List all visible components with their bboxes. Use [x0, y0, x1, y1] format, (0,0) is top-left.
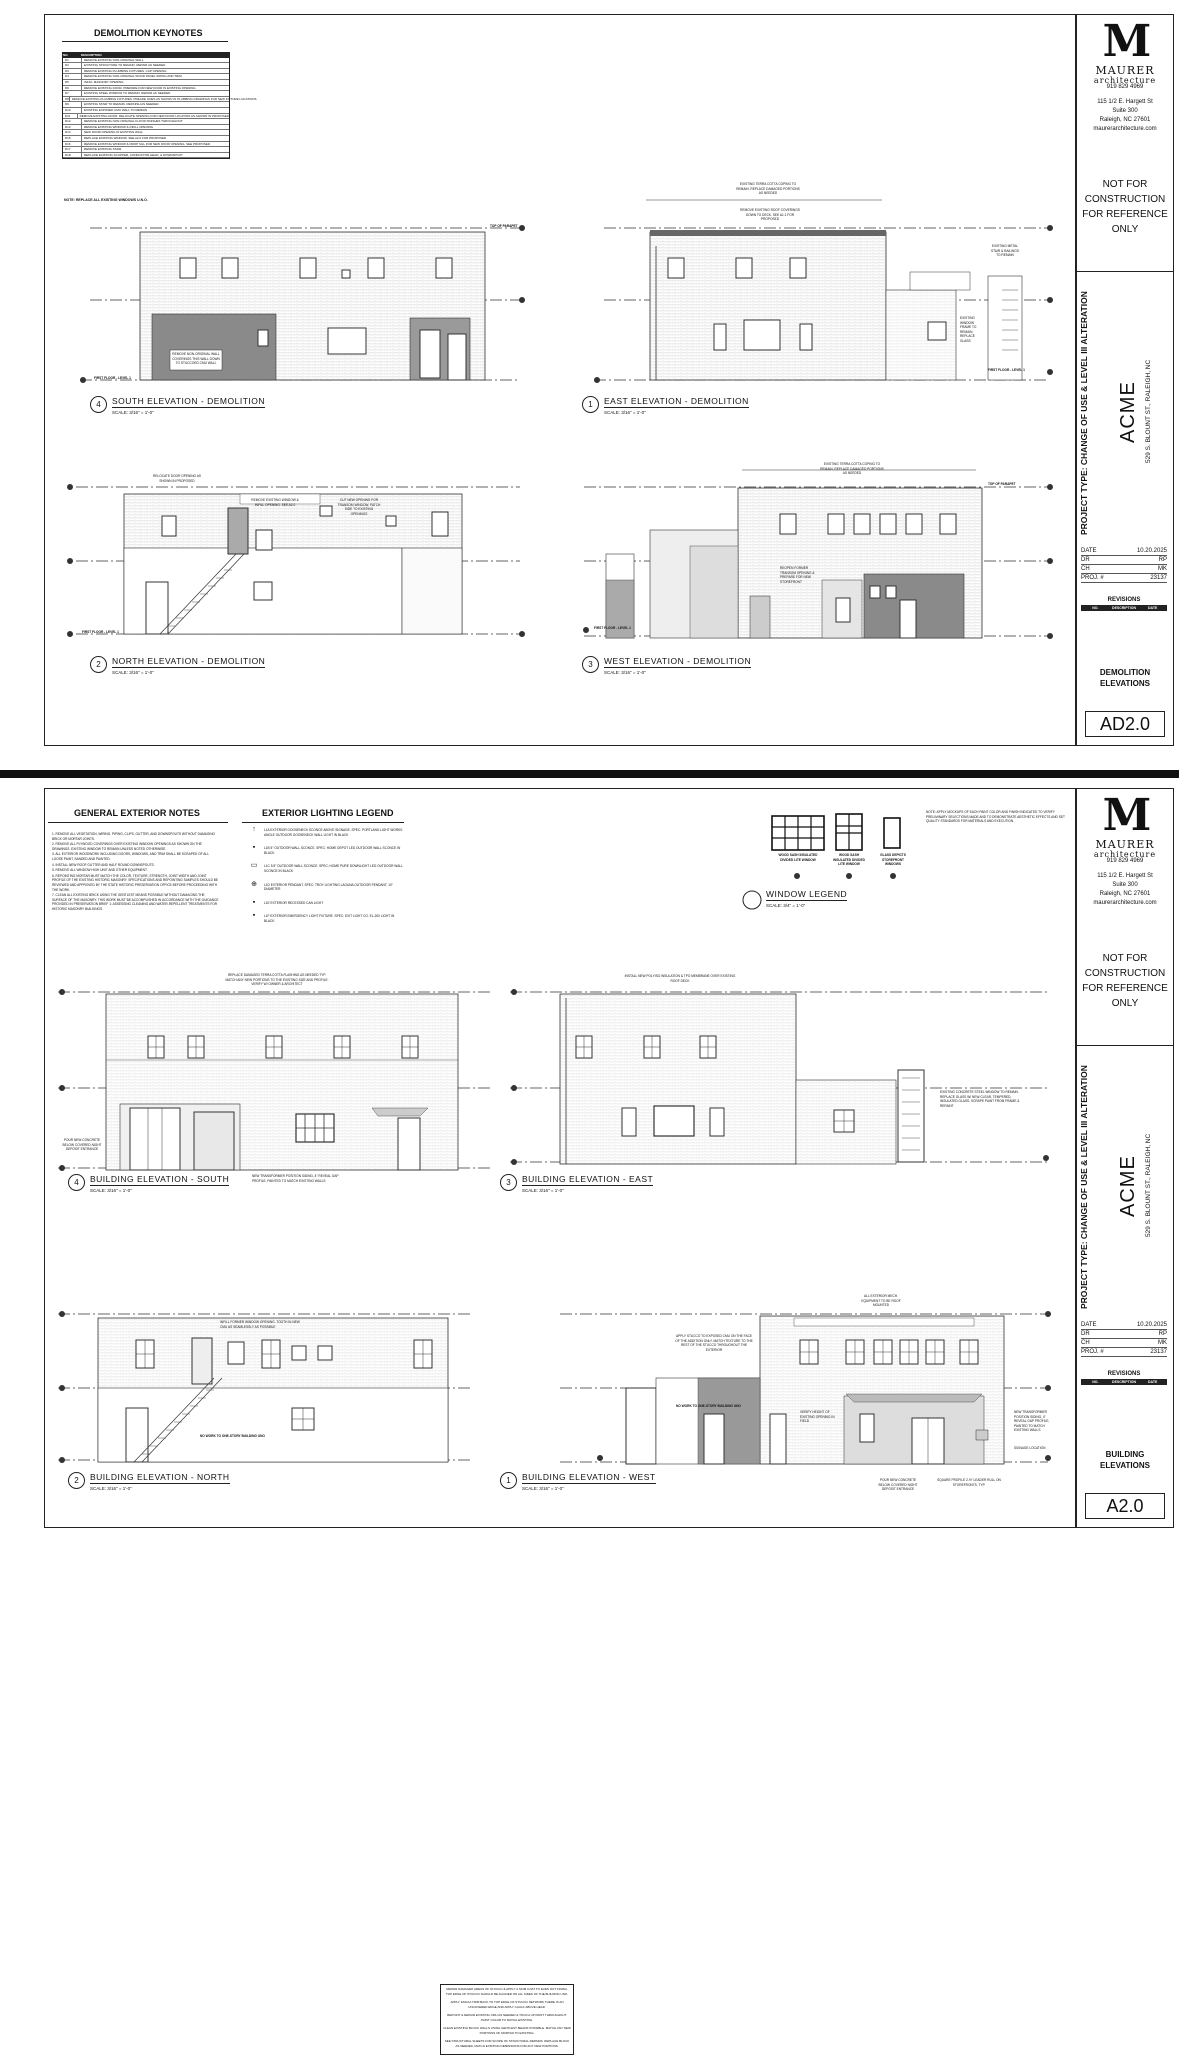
label-south — [68, 1174, 229, 1193]
west-elevation-demo — [583, 470, 1053, 639]
keynote-id: D5 — [63, 80, 82, 85]
keynote-desc: INFILL MASONRY OPENING — [84, 79, 124, 84]
keynote-id: D7 — [63, 91, 82, 96]
keynote-desc: REMOVE EXISTING STAIR — [84, 147, 122, 152]
keynote-desc: REMOVE EXISTING PLUMBING FIXTURES. PREADE LINES AS SHOWN IN PLUMBING DRAWINGS FOR NEW FIXTURE LOCATIONS — [71, 96, 257, 101]
label-east-demo — [582, 396, 749, 415]
addr-line2: Suite 300 — [1112, 108, 1138, 114]
rev-col: NO. — [1092, 606, 1099, 610]
label-window-legend — [744, 889, 847, 908]
label-title: BUILDING ELEVATION - EAST — [522, 1174, 654, 1184]
keynote-id: D15 — [63, 136, 82, 141]
project-info — [1079, 1067, 1171, 1317]
window-type-1: WOOD SASH INSULATED DIVIDED LITE WINDOW — [778, 853, 818, 862]
label-west-demo — [582, 656, 751, 675]
keynote-id: D2 — [63, 63, 82, 68]
sheet-name — [1077, 667, 1173, 689]
keynote-desc: REMOVE EXISTING DOOR. RELOCATE OPENING FOR NEW DOOR LOCATION AS SHOWN IN PROPOSED — [79, 113, 229, 118]
callout-west-transformer: NEW TRANSFORMER POSITION SIDING, 4" REVEAL GAP PROFILE, PAINTED TO MATCH EXISTING WALLS — [1014, 1410, 1050, 1432]
demolition-drawings — [0, 0, 1179, 770]
firm-name: MAURER — [1095, 838, 1155, 851]
light-fixture-icon: ▪ — [252, 912, 256, 920]
label-number: 1 — [500, 1472, 517, 1489]
info-label: DATE — [1081, 548, 1097, 554]
keynote-id: D12 — [63, 119, 82, 124]
stamp-line: ONLY — [1111, 998, 1139, 1009]
sheet-number: A2.0 — [1085, 1493, 1165, 1519]
repair-note: SEE STRUCTURAL SHEETS FOR SCOPE OF STRUCTURAL REPAIRS. REPLACE BLOCK AS NEEDED, MATCH EXISTING DIMENSIONS FOR ANY NEW PORTIONS. — [444, 2039, 570, 2048]
lighting-legend-title: EXTERIOR LIGHTING LEGEND — [262, 808, 394, 818]
sheet-name-line: DEMOLITION — [1099, 668, 1151, 677]
level-first-west: FIRST FLOOR - LEVEL 1 — [594, 626, 631, 630]
firm-web: maurerarchitecture.com — [1093, 126, 1157, 132]
stamp-line: CONSTRUCTION — [1084, 194, 1166, 205]
info-label: PROJ. # — [1081, 1349, 1104, 1355]
title-block — [1076, 14, 1174, 746]
stamp-line: FOR REFERENCE — [1082, 209, 1168, 220]
callout-north-door: RELOCATE DOOR OPENING AS SHOWN IN PROPOSED — [153, 474, 201, 483]
callout-west-square-profile: SQUARE PROFILE 2-½" LEADER RULL ON STOREFRONTS, TYP. — [937, 1478, 1001, 1487]
firm-sub: architecture — [1093, 850, 1157, 859]
rev-col: DATE — [1148, 1380, 1158, 1384]
light-fixture-icon: ▪ — [252, 844, 256, 852]
logo-mark: M — [1102, 790, 1148, 841]
stamp-line: NOT FOR — [1102, 179, 1148, 190]
info-label: DATE — [1081, 1322, 1097, 1328]
window-type-3: GLASS DEPICTS STOREFRONT WINDOWS — [880, 853, 906, 866]
label-title: WEST ELEVATION - DEMOLITION — [604, 656, 752, 666]
keynote-id: D14 — [63, 130, 82, 135]
rev-col: NO. — [1092, 1380, 1099, 1384]
firm-logo — [1077, 790, 1173, 860]
sheet-name-line: ELEVATIONS — [1100, 1461, 1150, 1470]
label-west — [500, 1472, 656, 1491]
info-label: CH — [1081, 1340, 1090, 1346]
keynote-desc: REMOVE EXISTING PLUMBING FIXTURES. CAP OPENING — [84, 68, 167, 73]
label-title: SOUTH ELEVATION - DEMOLITION — [112, 396, 266, 406]
info-label: PROJ. # — [1081, 575, 1104, 581]
level-top-west: TOP OF PARAPET — [988, 482, 1016, 486]
callout-south-transformer: NEW TRANSFORMER POSITION SIDING, 4" REVEAL GAP PROFILE, PAINTED TO MATCH EXISTING WALLS — [252, 1174, 339, 1183]
keynote-id: D1 — [63, 58, 82, 63]
keynote-id: D6 — [63, 86, 82, 91]
not-for-construction-stamp — [1077, 951, 1173, 1046]
firm-sub: architecture — [1093, 76, 1157, 85]
callout-west-verify: VERIFY HEIGHT OF EXISTING OPENING IN FIELD — [800, 1410, 835, 1423]
revisions-title: REVISIONS — [1107, 1371, 1141, 1377]
callout-south-flashing: REPLACE DAMAGED TERRA COTTA FLASHING AS NEEDED TYP. MATCH ANY NEW PORTIONS TO THE EXISTING SIZE AND PROFILE. VERIFY W/ OWNER & ARCHITECT — [225, 973, 329, 986]
general-notes-title: GENERAL EXTERIOR NOTES — [74, 808, 200, 818]
stamp-line: FOR REFERENCE — [1082, 983, 1168, 994]
light-fixture-icon: ↑ — [252, 826, 256, 833]
keynote-id: D17 — [63, 147, 82, 152]
project-type: PROJECT TYPE: CHANGE OF USE & LEVEL III ALTERATION — [1079, 291, 1089, 535]
callout-west-coping: EXISTING TERRA COTTA COPING TO REMAIN. REPLACE DAMAGED PORTIONS AS NEEDED — [820, 462, 884, 475]
info-drawn: RP — [1158, 557, 1167, 563]
callout-north-infill: INFILL FORMER WINDOW OPENING. TOOTH IN NEW CMU AS SEAMLESSLY AS POSSIBLE — [220, 1320, 300, 1329]
label-title: WINDOW LEGEND — [766, 889, 848, 899]
level-first-south: FIRST FLOOR - LEVEL 1 — [94, 376, 131, 380]
stamp-line: NOT FOR — [1102, 953, 1148, 964]
addr-line1: 115 1/2 E. Hargett St — [1097, 873, 1153, 879]
logo-mark: M — [1102, 16, 1148, 67]
info-label: DR — [1081, 557, 1090, 563]
label-scale: SCALE: 3/4" = 1'-0" — [766, 903, 806, 908]
rev-col: DESCRIPTION — [1112, 1380, 1136, 1384]
callout-west-signage: SIGNAGE LOCATION — [1014, 1446, 1046, 1450]
general-note: 5. REMOVE ALL WINDOW HIGH UNIT AND OTHER EQUIPMENT. — [52, 868, 148, 873]
keynote-desc: EXISTING STEEL WINDOW TO REMAIN. REPAIR AS NEEDED — [84, 91, 171, 96]
info-label: DR — [1081, 1331, 1090, 1337]
south-elevation — [58, 989, 490, 1171]
label-number: 1 — [582, 396, 599, 413]
addr-line2: Suite 300 — [1112, 882, 1138, 888]
info-proj: 23137 — [1150, 1349, 1167, 1355]
east-elevation — [510, 989, 1049, 1165]
firm-phone: 919 829 4969 — [1106, 84, 1144, 90]
east-elevation-demo — [594, 200, 1053, 383]
repair-note: REPAIR DAMAGED AREAS OF STUCCO & APPLY A SKIM COAT TO EVEN OUT FINISH. TOP EDGE OF STUCCO SHOULD BE ALIGNED ON ALL SIDES OF THE BUILDING UNO. — [445, 1987, 569, 1996]
callout-east-window: EXISTING CONCRETE STEEL WINDOW TO REMAIN. REPLACE GLASS W/ NEW CLEAR, TEMPERED, INSULATED GLASS. SCRAPE PAINT FROM FRAME & REPAINT — [940, 1090, 1020, 1108]
callout-west-concrete: POUR NEW CONCRETE BELOW COVERED NIGHT DEPOSIT ENTRANCE — [878, 1478, 918, 1491]
info-checked: MK — [1158, 566, 1167, 572]
label-scale: SCALE: 3/16" = 1'-0" — [90, 1188, 132, 1193]
level-first-east: FIRST FLOOR - LEVEL 1 — [988, 368, 1025, 372]
north-elevation — [58, 1311, 470, 1463]
rev-col: DESCRIPTION — [1112, 606, 1136, 610]
project-info — [1079, 293, 1171, 543]
addr-line1: 115 1/2 E. Hargett St — [1097, 99, 1153, 105]
keynote-desc: REMOVE EXISTING WINDOW & DROP SILL FOR NEW DOOR OPENING. SEE PROPOSED — [84, 141, 211, 146]
general-note: 7. CLEAN ALL EXISTING BRICK USING THE GENTLEST MEANS POSSIBLE WITHOUT DAMAGING THE SURFACE OF THE MASONRY. THIS WORK MUST BE ACCOMPLISHED IN ACCORDANCE WITH THE GUIDANCE PROVIDED IN PRESERVATION BRIEF 1: ASSESSING CLEANING AND WATER-REPELLENT TREATMENTS FOR HISTORIC MASONRY BUILDINGS. — [52, 893, 219, 911]
project-type: PROJECT TYPE: CHANGE OF USE & LEVEL III ALTERATION — [1079, 1065, 1089, 1309]
sheet-divider — [0, 770, 1179, 778]
info-date: 10.20.2025 — [1136, 548, 1167, 554]
keynotes-col-desc: DESCRIPTION — [81, 53, 102, 57]
label-scale: SCALE: 3/16" = 1'-0" — [112, 670, 154, 675]
callout-north-window: REMOVE EXISTING WINDOW & INFILL OPENING. SEE A2.0 — [251, 498, 299, 507]
keynote-desc: REMOVE EXISTING NON-ORIGINAL WALL — [84, 57, 144, 62]
repair-note: CLEAN EXISTING BLOCK WALLS USING GENTLEST MEANS POSSIBLE. MATCH ANY NEW PORTIONS OF MORTAR TO EXISTING. — [443, 2026, 571, 2035]
keynote-desc: EXISTING STRUCTURE TO REMAIN. REPAIR AS NEEDED — [84, 63, 166, 68]
keynote-id: D18 — [63, 153, 82, 158]
callout-east-window: EXISTING WINDOW FRAME TO REMAIN. REPLACE GLASS — [960, 316, 977, 343]
sheet-name-line: ELEVATIONS — [1100, 679, 1150, 688]
sheet-number: AD2.0 — [1085, 711, 1165, 737]
info-drawn: RP — [1158, 1331, 1167, 1337]
addr-line3: Raleigh, NC 27601 — [1099, 117, 1151, 123]
project-name: ACME — [1117, 381, 1139, 443]
general-note: 3. ALL EXTERIOR WOODWORK INCLUDING DOORS, WINDOWS, AND TRIM SHALL BE SCRAPED OF ALL LOOSE PAINT, SANDED AND PAINTED. — [52, 852, 209, 861]
label-title: BUILDING ELEVATION - WEST — [522, 1472, 656, 1482]
keynote-desc: NEW DOOR OPENING IN EXISTING WALL — [84, 130, 144, 135]
info-checked: MK — [1158, 1340, 1167, 1346]
keynote-desc: EXISTING EXPOSED CMU WALL TO REMAIN — [84, 107, 148, 112]
project-name: ACME — [1117, 1155, 1139, 1217]
level-first-north: FIRST FLOOR - LEVEL 1 — [82, 630, 119, 634]
keynote-id: D9 — [63, 102, 82, 107]
light-fixture-desc: L1C 5.5" OUTDOOR WALL SCONCE. SPEC: HOME PURE DOWNLIGHT LED OUTDOOR WALL SCONCE IN BLACK — [264, 864, 403, 873]
stamp-line: CONSTRUCTION — [1084, 968, 1166, 979]
keynote-id: D16 — [63, 142, 82, 147]
firm-phone: 919 829 4969 — [1106, 858, 1144, 864]
label-scale: SCALE: 3/16" = 1'-0" — [604, 410, 646, 415]
general-note: 2. REMOVE ALL PLYWOOD COVERINGS OVER EXISTING WINDOW OPENINGS AS SHOWN ON THE DRAWINGS. EXISTING WINDOW TO REMAIN UNLESS NOTED OTHERWISE. — [52, 842, 202, 851]
firm-web: maurerarchitecture.com — [1093, 900, 1157, 906]
label-scale: SCALE: 3/16" = 1'-0" — [90, 1486, 132, 1491]
mockup-note: NOTE: APPLY MOCKUPS OF EACH PAINT COLOR AND FINISH INDICATED TO VERIFY PRELIMINARY SELECTIONS MADE AND TO DEMONSTRATE AESTHETIC EFFECTS AND SET QUALITY STANDARDS FOR MATERIALS AND EXECUTION. — [926, 810, 1065, 824]
callout-south-concrete: POUR NEW CONCRETE BELOW COVERED NIGHT DEPOSIT ENTRANCE — [62, 1138, 102, 1151]
light-fixture-desc: L1D EXTERIOR PENDANT. SPEC: TROY LIGHTING LAGUNA OUTDOOR PENDANT, 10" DIAMETER — [264, 882, 393, 892]
label-south-demo — [90, 396, 265, 415]
callout-east-stair: EXISTING METAL STAIR & RAILINGS TO REMAIN — [991, 244, 1019, 257]
exterior-repair-notes-box — [440, 1984, 574, 2055]
light-fixture-desc: L1F EXTERIOR EMERGENCY LIGHT FIXTURE. SPEC: EXIT LIGHT CO. EL-200 LIGHT IN BLACK — [264, 914, 395, 923]
callout-south-wall: REMOVE NON-ORIGINAL WALL COVERINGS THIS WALL DOWN TO STUCCOED CMU WALL — [172, 352, 220, 365]
south-elevation-demo — [80, 225, 525, 383]
keynote-desc: REPLACE EXISTING SCUPPER, CONDUCTOR HEAD, & DOWNSPOUT — [84, 152, 183, 157]
keynote-desc: REPLACE EXISTING WINDOW. SEE A2.0 FOR PROPOSED — [84, 135, 167, 140]
label-number: 4 — [68, 1174, 85, 1191]
repair-note: REPOINT & REPAIR EXISTING CMU AS NEEDED & TOUCH UP PAINT THROUGHOUT. PAINT COLOR TO MATCH EXISTING. — [447, 2013, 567, 2022]
drawing-info — [1081, 1321, 1167, 1357]
general-note: 6. REPOINTING MORTAR MUST MATCH THE COLOR, TEXTURE, STRENGTH, JOINT WIDTH AND JOINT PROFILE OF THE EXISTING HISTORIC MASONRY. SPECIFICATIONS AND REPOINTING SAMPLES SHOULD BE REVIEWED AND APPROVED BY THE STATE HISTORIC PRESERVATION OFFICE BEFORE PROCEEDING WITH THE WORK. — [52, 873, 219, 892]
label-scale: SCALE: 3/16" = 1'-0" — [522, 1188, 564, 1193]
stamp-line: ONLY — [1111, 224, 1139, 235]
light-fixture-icon: ▪ — [252, 898, 256, 906]
callout-west-nowork: NO WORK TO ONE-STORY BUILDING UNO — [676, 1404, 741, 1408]
sheet-name — [1077, 1449, 1173, 1471]
info-date: 10.20.2025 — [1136, 1322, 1167, 1328]
rev-col: DATE — [1148, 606, 1158, 610]
label-title: EAST ELEVATION - DEMOLITION — [604, 396, 749, 406]
label-scale: SCALE: 3/16" = 1'-0" — [522, 1486, 564, 1491]
building-drawings — [0, 778, 1179, 1547]
label-title: BUILDING ELEVATION - SOUTH — [90, 1174, 230, 1184]
project-address: 529 S. BLOUNT ST., RALEIGH, NC — [1145, 1133, 1152, 1237]
callout-east-coping: EXISTING TERRA COTTA COPING TO REMAIN. REPLACE DAMAGED PORTIONS AS NEEDED — [736, 182, 800, 195]
label-scale: SCALE: 3/16" = 1'-0" — [604, 670, 646, 675]
not-for-construction-stamp — [1077, 177, 1173, 272]
label-number: 3 — [500, 1174, 517, 1191]
callout-north-cut: CUT NEW OPENING FOR TRANSOM WINDOW. PATCH SIDE TO EXISTING OPENINGS — [337, 498, 381, 516]
sheet-name-line: BUILDING — [1105, 1450, 1145, 1459]
callout-east-roof: INSTALL NEW POLYISO INSULATION & TPO MEMBRANE OVER EXISTING ROOF DECK — [624, 974, 736, 983]
keynotes-title: DEMOLITION KEYNOTES — [94, 28, 203, 38]
info-proj: 23137 — [1150, 575, 1167, 581]
addr-line3: Raleigh, NC 27601 — [1099, 891, 1151, 897]
project-address: 529 S. BLOUNT ST., RALEIGH, NC — [1145, 359, 1152, 463]
keynote-id: D4 — [63, 74, 82, 79]
callout-east-roof: REMOVE EXISTING ROOF COVERINGS DOWN TO DECK. SEE A1.1 FOR PROPOSED — [740, 208, 800, 221]
sheet-building-elevations — [0, 778, 1179, 2048]
sheet-demolition-elevations — [0, 0, 1179, 770]
keynotes-note: NOTE: REPLACE ALL EXISTING WINDOWS U.N.O. — [64, 198, 148, 202]
title-block — [1076, 788, 1174, 1528]
keynote-desc: REMOVE EXISTING WINDOW & INFILL OPENING — [84, 124, 154, 129]
callout-north-nowork: NO WORK TO ONE-STORY BUILDING UNO — [200, 1434, 265, 1438]
light-fixture-desc: L1A EXTERIOR GOOSENECK SCONCE ABOVE SIGNAGE. SPEC: PORTLAND LIGHT WORKS ANGLE OUTDOOR GOOSENECK WALL LIGHT IN BLACK — [264, 828, 403, 837]
light-fixture-icon: ▭ — [250, 862, 258, 870]
light-fixture-desc: L1E EXTERIOR RECESSED CAN LIGHT — [264, 900, 324, 905]
revisions-table — [1081, 1371, 1167, 1385]
firm-name: MAURER — [1095, 64, 1155, 77]
keynote-desc: REMOVE EXISTING DOOR. PREPARE FOR NEW DOOR IN EXISTING OPENING — [84, 85, 196, 90]
label-title: NORTH ELEVATION - DEMOLITION — [112, 656, 266, 666]
keynote-id: D10 — [63, 108, 82, 113]
window-type-2: WOOD SASH INSULATED DIVIDED LITE WINDOW — [833, 853, 865, 866]
level-top-south: TOP OF PARAPET — [490, 224, 518, 228]
firm-logo — [1077, 16, 1173, 86]
keynotes-col-no: NO. — [63, 53, 69, 57]
light-fixture-icon: ⊕ — [251, 880, 257, 888]
keynote-desc: REMOVE EXISTING NON-ORIGINAL FLOOR FINISHES THROUGHOUT — [84, 119, 183, 124]
label-north — [68, 1472, 230, 1491]
callout-west-storefront: REOPEN FORMER TRANSOM OPENING & PREPARE FOR NEW STOREFRONT — [780, 566, 815, 584]
label-number: 2 — [90, 656, 107, 673]
general-note: 4. INSTALL NEW ROOF GUTTER AND HALF ROUND DOWNSPOUTS. — [52, 862, 155, 867]
label-number: 4 — [90, 396, 107, 413]
light-fixture-desc: L1B 5" OUTDOOR WALL SCONCE. SPEC: HOME DEPOT LED OUTDOOR WALL SCONCE IN BLACK — [264, 846, 401, 855]
firm-address — [1077, 857, 1173, 908]
general-note: 1. REMOVE ALL VEGETATION, WIRING, PIPING, CLIPS, GUTTER, AND DOWNSPOUTS WITHOUT DAMAGING BRICK OR MORTAR JOINTS. — [52, 832, 215, 841]
west-elevation — [560, 1311, 1051, 1464]
label-east — [500, 1174, 653, 1193]
drawing-info — [1081, 547, 1167, 583]
keynote-id: D11 — [63, 114, 78, 119]
info-label: CH — [1081, 566, 1090, 572]
firm-address — [1077, 83, 1173, 134]
callout-west-stucco: APPLY STUCCO TO EXPOSED CMU ON THE FACE OF THE ADDITION ONLY. MATCH TEXTURE TO THE REST OF THE STUCCO THROUGHOUT THE EXTERIOR — [675, 1334, 753, 1352]
keynote-id: D13 — [63, 125, 82, 130]
keynote-desc: REMOVE EXISTING NON-ORIGINAL WOOD PANEL SIDING AND TRIM — [84, 74, 182, 79]
label-number: 2 — [68, 1472, 85, 1489]
repair-note: APPLY FASCIA TRIM BACK TO TOP EDGE OF STUCCO NETWORK THERE IS AN UNCOVERED EDGE AND APPLY CAULK ABOVE HEAD. — [450, 2000, 564, 2009]
label-scale: SCALE: 3/16" = 1'-0" — [112, 410, 154, 415]
label-title: BUILDING ELEVATION - NORTH — [90, 1472, 230, 1482]
revisions-title: REVISIONS — [1107, 597, 1141, 603]
label-number: 3 — [582, 656, 599, 673]
revisions-table — [1081, 597, 1167, 611]
keynote-desc: EXISTING STAIR TO REMAIN. REFINISH AS NEEDED — [84, 102, 159, 107]
keynote-id: D3 — [63, 69, 82, 74]
keynote-id: D8 — [65, 96, 69, 101]
callout-west-equipment: ALL EXTERIOR MECH. EQUIPMENT TO BE ROOF MOUNTED — [861, 1294, 901, 1307]
label-north-demo — [90, 656, 265, 675]
